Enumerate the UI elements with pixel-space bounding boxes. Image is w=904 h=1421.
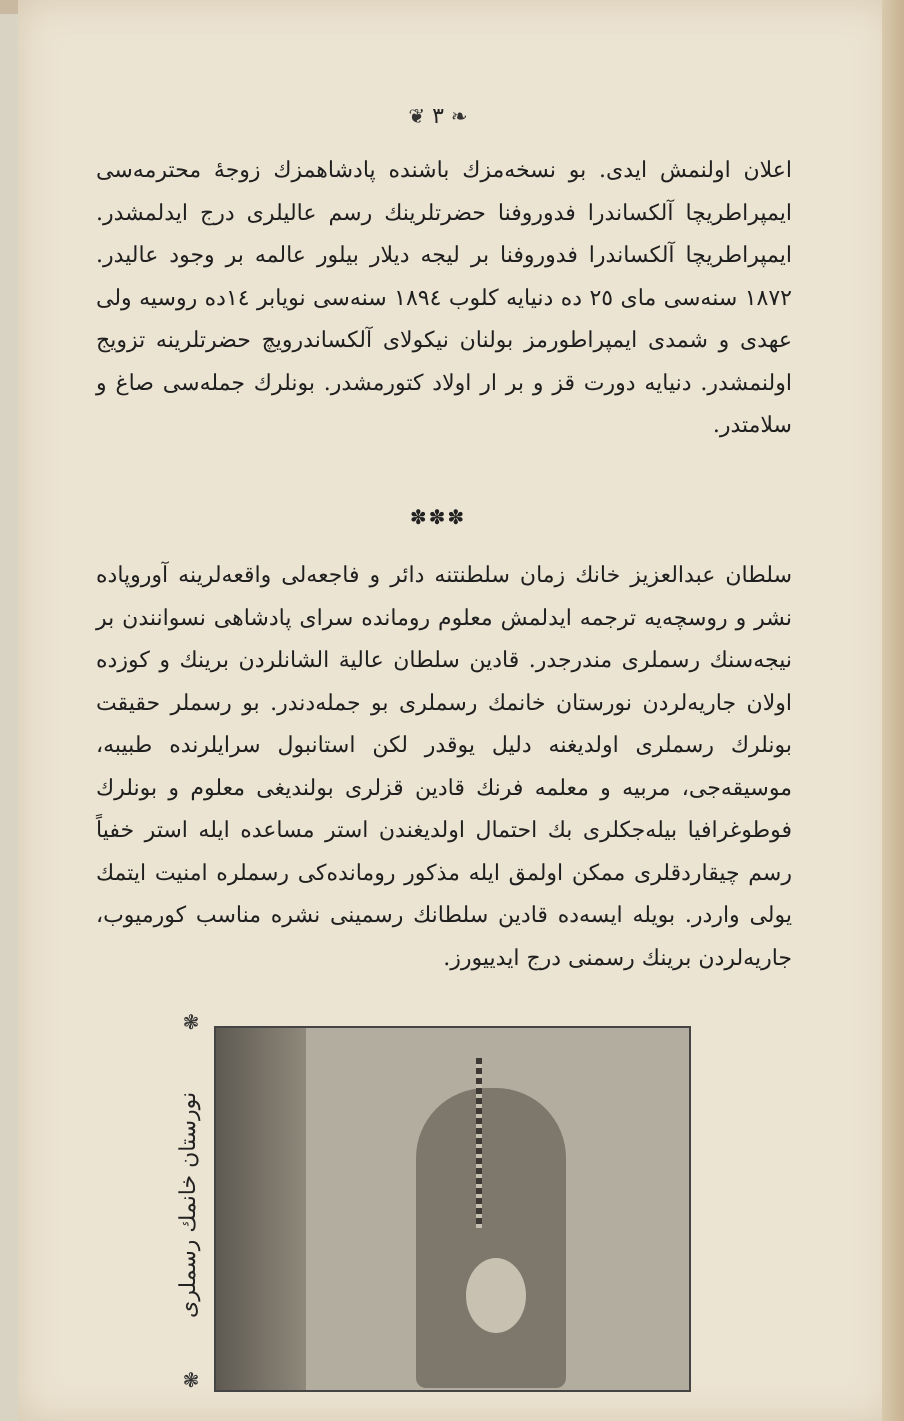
photo-curtain	[216, 1028, 306, 1390]
page-number: ٣	[432, 104, 444, 129]
page-header	[0, 104, 876, 129]
photo-face	[466, 1258, 526, 1333]
photo-figure	[416, 1088, 566, 1388]
page-right-edge	[882, 0, 904, 1421]
paragraph-1: اعلان اولنمش ایدی. بو نسخه‌مزك باشنده پادشاهمزك زوجۀ محترمه‌سی ایمپراطریچا آلکساندرا فدوروفنا حضرتلرینك رسم عالیلری درج ایدلمشدر. ایمپراطریچا آلکساندرا فدوروفنا بر لیجه دیلار بیلور عالمه بر وجود عالیدر. ١٨٧٢ سنه‌سی مای ٢٥ ده دنیایه کلوب ١٨٩٤ سنه‌سی نویابر ١٤ده روسیه ولی عهدی و شمدی ایمپراطورمز بولنان نیکولای آلکساندرویچ حضرتلرینه تزویج اولنمشدر. دنیایه دورت قز و بر ار اولاد کتورمشدر. بونلرك جمله‌سی صاغ و سلامتدر.	[96, 158, 792, 438]
caption-ornament-bottom-icon: ❃	[182, 1368, 200, 1392]
caption-ornament-top-icon: ❃	[182, 1010, 200, 1034]
portrait-photo	[214, 1026, 691, 1392]
photo-beads	[476, 1058, 482, 1228]
ornament-left-icon: ❦	[408, 104, 426, 128]
ornament-right-icon: ❧	[450, 104, 468, 128]
paragraph-2: سلطان عبدالعزیز خانك زمان سلطنتنه دائر و فاجعه‌لی واقعه‌لرینه آوروپاده نشر و روسچه‌یه ترجمه ایدلمش معلوم رومانده سرای پادشاهی نسوانندن بر نیجه‌سنك رسملری مندرجدر. قادین سلطان عالیة الشانلردن برینك و کوزده اولان جاریه‌لردن نورستان خانمك رسملری بو جمله‌دندر. بو رسملر حقیقت بونلرك رسملری اولدیغنه دلیل یوقدر لکن استانبول سرایلرنده طبیبه، موسیقه‌جی، مربیه و معلمه فرنك قادین قزلری بولندیغی معلوم و بونلرك فوطوغرافیا بیله‌جکلری بك احتمال اولدیغندن استر مساعده ایله استر خفیاً رسم چیقاردقلری ممکن اولمق ایله مذکور رومانده‌کی رسملره امنیت ایتمك یولی واردر. بویله ایسه‌ده قادین سلطانك رسمینی نشره مناسب کورمیوب، جاریه‌لردن برینك رسمنی درج ایدییورز.	[96, 563, 792, 971]
section-separator: ✽✽✽	[409, 505, 467, 529]
photo-caption: نورستان خانمك رسملری	[176, 1091, 201, 1319]
